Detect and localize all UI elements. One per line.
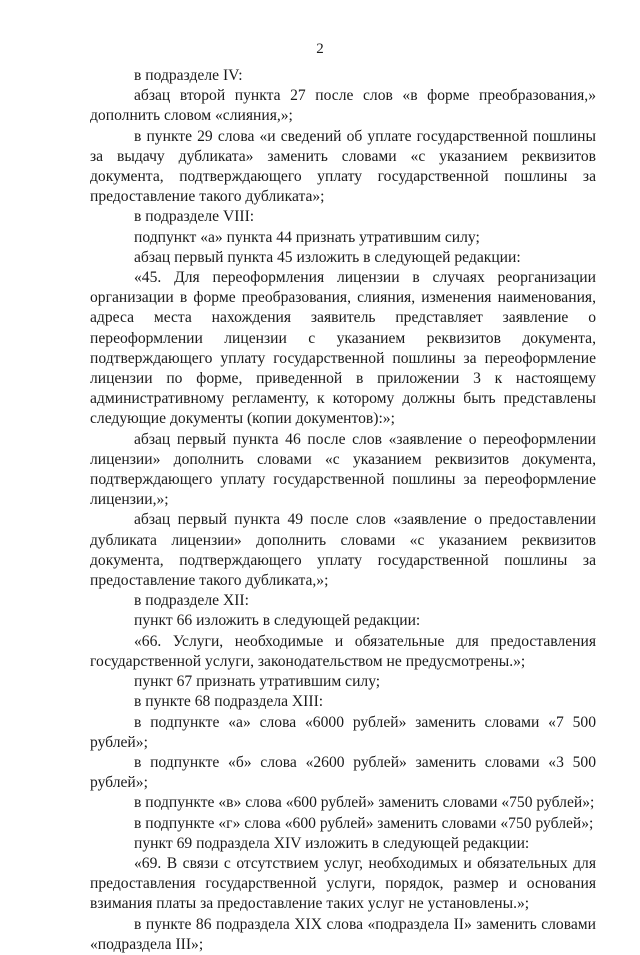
paragraph: в пункте 29 слова «и сведений об уплате государственной пошлины за выдачу дубликата» заменить словами «с указанием реквизитов документа, подтверждающего уплату государственной пошлины за предоставление такого дубликата»; [90, 127, 596, 206]
paragraph: абзац первый пункта 49 после слов «заявление о предоставлении дубликата лицензии» дополнить словами «с указанием реквизитов документа, подтверждающего уплату государственной пошлины за предоставление такого дубликата,»; [90, 511, 596, 590]
paragraph: в пункте 68 подраздела XIII: [134, 693, 324, 711]
paragraph: в подпункте «г» слова «600 рублей» заменить словами «750 рублей»; [134, 814, 594, 832]
paragraph: пункт 67 признать утратившим силу; [134, 673, 381, 691]
paragraph: в подпункте «в» слова «600 рублей» заменить словами «750 рублей»; [134, 794, 595, 812]
paragraph: абзац первый пункта 46 после слов «заявление о переоформлении лицензии» дополнить словами «с указанием реквизитов документа, подтверждающего уплату государственной пошлины за переоформление лицензии,»; [90, 430, 596, 509]
paragraph: пункт 69 подраздела XIV изложить в следующей редакции: [134, 834, 530, 852]
paragraph: в подпункте «а» слова «6000 рублей» заменить словами «7 500 рублей»; [90, 713, 596, 751]
paragraph: в подпункте «б» слова «2600 рублей» заменить словами «3 500 рублей»; [90, 753, 596, 792]
paragraph: абзац второй пункта 27 после слов «в форме преобразования,» дополнить словом «слияния,»; [90, 87, 596, 125]
paragraph: «66. Услуги, необходимые и обязательные для предоставления государственной услуги, законодательством не предусмотрены.»; [90, 632, 596, 670]
paragraph: подпункт «а» пункта 44 признать утратившим силу; [134, 228, 480, 246]
paragraph: пункт 66 изложить в следующей редакции: [134, 612, 421, 630]
paragraph: в подразделе VIII: [134, 208, 255, 226]
page-number: 2 [316, 41, 324, 57]
paragraph: «45. Для переоформления лицензии в случаях реорганизации организации в форме преобразования, слияния, изменения наименования, адреса места нахождения заявитель представляет заявление о переоформлении лицензии с указанием реквизитов документа, подтверждающего уплату государственной пошлины за переоформление лицензии по форме, приведенной в приложении 3 к настоящему административному регламенту, к которому должны быть представлены следующие документы (копии документов):»; [90, 269, 596, 428]
paragraph: «69. В связи с отсутствием услуг, необходимых и обязательных для предоставления государственной услуги, порядок, размер и основания взимания платы за предоставление таких услуг не установлены.»; [90, 854, 596, 913]
paragraph: в подразделе XII: [134, 592, 249, 610]
document-body [90, 66, 596, 955]
paragraph: в пункте 86 подраздела XIX слова «подраздела II» заменить словами «подраздела III»; [90, 915, 596, 953]
paragraph: абзац первый пункта 45 изложить в следующей редакции: [134, 248, 521, 266]
paragraph: в подразделе IV: [134, 67, 243, 84]
